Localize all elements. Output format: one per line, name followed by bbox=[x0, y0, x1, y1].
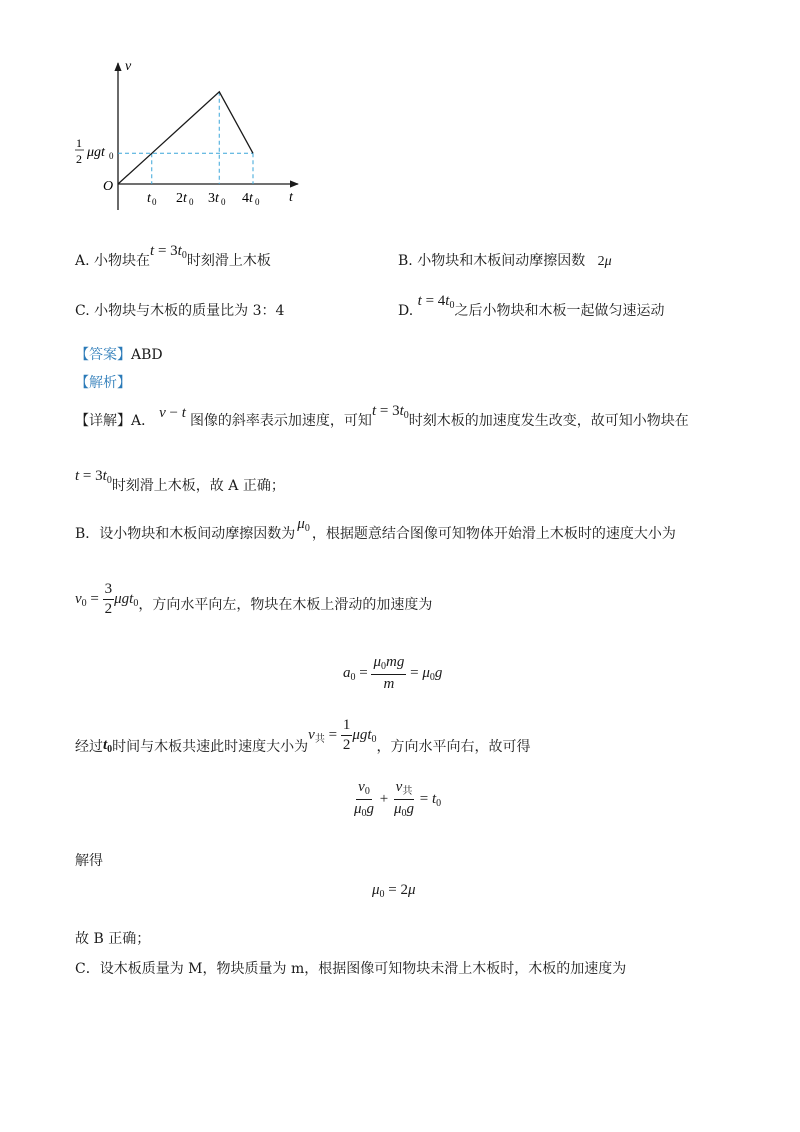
detail-solve bbox=[75, 850, 103, 870]
svg-text:2: 2 bbox=[76, 152, 82, 166]
detail-t3-formula-2: $t = 3t_0$ bbox=[75, 468, 112, 486]
dashed-guides bbox=[118, 92, 253, 184]
answer-line bbox=[75, 344, 163, 364]
svg-text:1: 1 bbox=[76, 136, 82, 150]
detail-t0: $t_0$ bbox=[103, 736, 113, 755]
origin-label: O bbox=[103, 179, 114, 194]
svg-text:0: 0 bbox=[255, 197, 260, 207]
vt-formula: v − t bbox=[159, 405, 186, 421]
detail-b-intro bbox=[75, 516, 676, 544]
option-d-post: 之后小物块和木板一起做匀速运动 bbox=[454, 303, 665, 319]
detail-t3-formula: $t = 3t_0$ bbox=[371, 403, 409, 421]
v0-equation: $v_0$ = $\frac{3}{2}$ μgt$_0$ bbox=[75, 581, 139, 617]
x-tick-t0 bbox=[147, 191, 157, 207]
detail-solve-text: 解得 bbox=[75, 853, 103, 869]
detail-pass-pre: 经过 bbox=[75, 738, 103, 755]
option-c-text: 小物块与木板的质量比为 3：4 bbox=[94, 303, 285, 319]
svg-text:μgt: μgt bbox=[87, 145, 105, 160]
option-a-pre: 小物块在 bbox=[94, 253, 151, 269]
detail-pass-end: ，方向水平向右，故可得 bbox=[376, 738, 531, 755]
x-tick-4t0 bbox=[242, 191, 260, 207]
option-b-formula: 2μ bbox=[597, 254, 612, 269]
svg-text:0: 0 bbox=[109, 151, 114, 161]
x-tick-2t0 bbox=[176, 191, 194, 207]
option-d-formula: $t = 4t_0$ bbox=[417, 293, 455, 311]
answer-tag: 【答案】 bbox=[75, 347, 131, 363]
svg-text:4t: 4t bbox=[242, 191, 253, 206]
option-c-letter: C. bbox=[75, 303, 90, 319]
detail-v0-after: ，方向水平向左，物块在木板上滑动的加速度为 bbox=[138, 596, 433, 613]
y-tick-label-half-mugt0 bbox=[75, 136, 114, 166]
detail-line-2 bbox=[75, 468, 285, 496]
vgong-equation: $v_共$ = $\frac{1}{2}$ μgt$_0$ bbox=[308, 717, 377, 753]
detail-pass-line bbox=[75, 718, 531, 753]
option-a-post: 时刻滑上木板 bbox=[186, 253, 271, 269]
eq-a0: $a_0$ = $\frac{\mu_0mg}{m}$ = $\mu_0g$ bbox=[343, 654, 443, 692]
analysis-tag: 【解析】 bbox=[75, 375, 131, 391]
option-b-text: 小物块和木板间动摩擦因数 bbox=[417, 253, 586, 269]
x-axis-label: t bbox=[289, 190, 293, 205]
option-a-formula: $t = 3t_0$ bbox=[150, 243, 187, 261]
svg-text:t: t bbox=[147, 191, 151, 206]
analysis-line bbox=[75, 372, 131, 392]
detail-line-1 bbox=[75, 403, 689, 431]
detail-pass-mid: 时间与木板共速此时速度大小为 bbox=[112, 738, 309, 755]
y-axis-label: v bbox=[125, 59, 132, 74]
detail-v0-line bbox=[75, 582, 432, 617]
detail-tag: 【详解】A． bbox=[75, 413, 156, 429]
detail-b-correct bbox=[75, 928, 150, 948]
detail-l1-mid: 图像的斜率表示加速度，可知 bbox=[189, 413, 372, 429]
svg-text:3t: 3t bbox=[208, 191, 219, 206]
vt-graph bbox=[68, 55, 308, 210]
detail-c-line-text: C．设木板质量为 M，物块质量为 m，根据图像可知物块未滑上木板时，木板的加速度为 bbox=[75, 961, 627, 977]
detail-b-intro-text: B．设小物块和木板间动摩擦因数为 bbox=[75, 526, 296, 542]
eq-sum: $\frac{v_0}{\mu_0g}$ + $\frac{v_共}{\mu_0g}$ = $t_0$ bbox=[354, 779, 442, 819]
answer-value: ABD bbox=[131, 347, 163, 363]
option-b-letter: B. bbox=[398, 253, 413, 269]
option-a bbox=[75, 243, 271, 271]
x-tick-3t0 bbox=[208, 191, 226, 207]
svg-text:0: 0 bbox=[221, 197, 226, 207]
option-d-letter: D. bbox=[398, 303, 414, 319]
option-c bbox=[75, 300, 284, 320]
vt-series-line bbox=[118, 92, 253, 184]
svg-text:2t: 2t bbox=[176, 191, 187, 206]
detail-l1-end: 时刻木板的加速度发生改变，故可知小物块在 bbox=[408, 413, 689, 429]
detail-b-intro-end: ，根据题意结合图像可知物体开始滑上木板时的速度大小为 bbox=[311, 526, 676, 542]
option-a-letter: A. bbox=[75, 253, 90, 269]
detail-b-correct-text: 故 B 正确； bbox=[75, 931, 151, 947]
detail-mu0: $\mu_0$ bbox=[297, 516, 310, 534]
svg-text:0: 0 bbox=[189, 197, 194, 207]
option-b bbox=[398, 250, 612, 270]
detail-l2-end: 时刻滑上木板，故 A 正确； bbox=[111, 478, 285, 494]
option-d bbox=[398, 293, 665, 321]
eq-mu0: $\mu_0 = 2\mu$ bbox=[372, 882, 416, 900]
detail-c-line bbox=[75, 958, 626, 978]
svg-text:0: 0 bbox=[152, 197, 157, 207]
